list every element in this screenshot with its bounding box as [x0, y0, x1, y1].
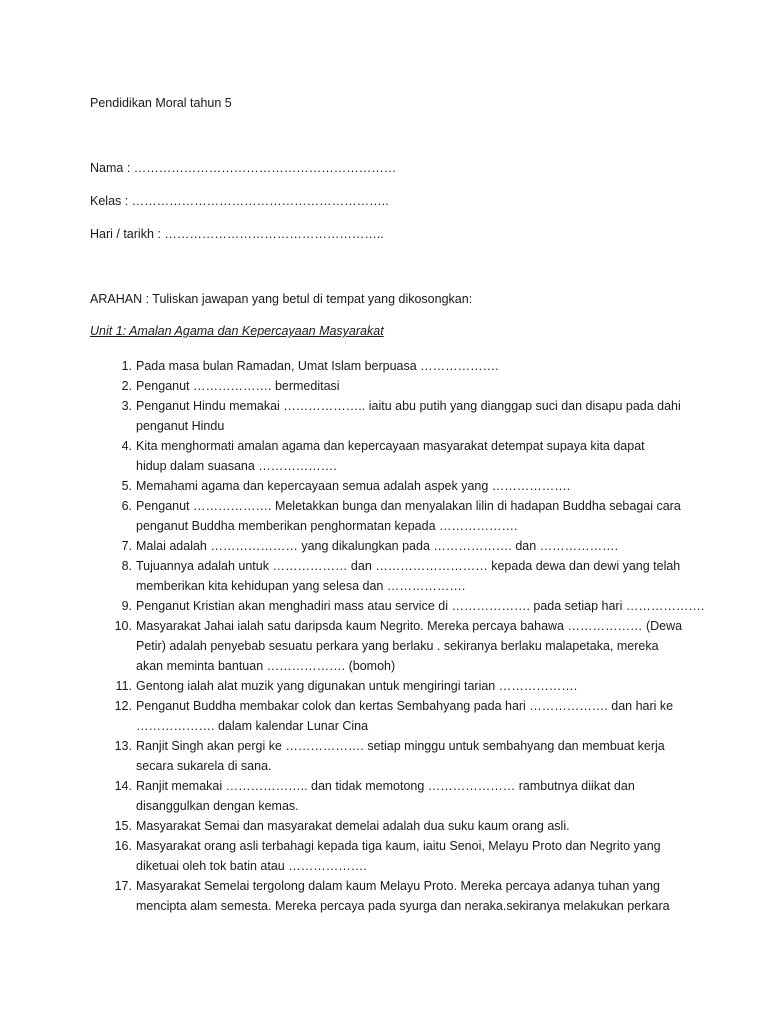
question-item — [110, 596, 705, 616]
question-text — [136, 556, 691, 596]
question-text — [136, 436, 691, 476]
question-line: Memahami agama dan kepercayaan semua adalah aspek yang ………………. — [136, 479, 571, 493]
question-text — [136, 736, 691, 776]
question-text — [136, 776, 691, 816]
kelas-field: Kelas : …………………………………………………….. — [90, 194, 389, 208]
question-line: disanggulkan dengan kemas. — [136, 799, 299, 813]
question-text — [136, 876, 691, 916]
question-line: Malai adalah ………………… yang dikalungkan pada ………………. dan ………………. — [136, 539, 619, 553]
question-number: 11. — [115, 679, 132, 693]
question-number: 10. — [114, 619, 132, 633]
question-item — [110, 396, 690, 436]
question-line: Penganut Buddha membakar colok dan kertas Sembahyang pada hari ………………. dan hari ke — [136, 699, 674, 713]
question-number: 5. — [121, 479, 132, 493]
question-text — [136, 356, 691, 376]
question-item — [110, 436, 690, 476]
question-text — [136, 596, 705, 616]
question-number: 13. — [114, 739, 132, 753]
question-text — [136, 376, 691, 396]
question-text — [136, 476, 691, 496]
question-item — [110, 496, 690, 536]
question-item — [110, 736, 690, 776]
question-text — [136, 836, 691, 876]
question-item — [110, 356, 690, 376]
question-line: Tujuannya adalah untuk ……………… dan ……………………… kepada dewa dan dewi yang telah — [136, 559, 681, 573]
question-line: Penganut Kristian akan menghadiri mass atau service di ………………. pada setiap hari ………………. — [136, 599, 705, 613]
question-text — [136, 496, 691, 536]
question-line: diketuai oleh tok batin atau ………………. — [136, 859, 367, 873]
question-number: 6. — [121, 499, 132, 513]
question-line: Gentong ialah alat muzik yang digunakan untuk mengiringi tarian ………………. — [136, 679, 578, 693]
question-line: memberikan kita kehidupan yang selesa dan ………………. — [136, 579, 466, 593]
question-line: ………………. dalam kalendar Lunar Cina — [136, 719, 369, 733]
question-line: Penganut ………………. Meletakkan bunga dan menyalakan lilin di hadapan Buddha sebagai cara — [136, 499, 681, 513]
question-line: hidup dalam suasana ………………. — [136, 459, 337, 473]
question-number: 4. — [121, 439, 132, 453]
question-number: 16. — [114, 839, 132, 853]
nama-field: Nama : ……………………………………………………… — [90, 161, 397, 175]
tarikh-field: Hari / tarikh : …………………………………………….. — [90, 227, 384, 241]
question-line: Kita menghormati amalan agama dan kepercayaan masyarakat detempat supaya kita dapat — [136, 439, 645, 453]
question-line: Masyarakat orang asli terbahagi kepada tiga kaum, iaitu Senoi, Melayu Proto dan Negrito yang — [136, 839, 661, 853]
question-text — [136, 536, 691, 556]
question-text — [136, 696, 691, 736]
question-text — [136, 816, 691, 836]
question-item — [110, 776, 690, 816]
question-number: 8. — [121, 559, 132, 573]
question-line: Ranjit memakai ……………….. dan tidak memotong ………………… rambutnya diikat dan — [136, 779, 635, 793]
question-line: Pada masa bulan Ramadan, Umat Islam berpuasa ………………. — [136, 359, 499, 373]
question-line: penganut Hindu — [136, 419, 225, 433]
question-line: Masyarakat Jahai ialah satu daripsda kaum Negrito. Mereka percaya bahawa ……………… (Dewa — [136, 619, 683, 633]
question-item — [110, 816, 690, 836]
question-item — [110, 696, 690, 736]
question-item — [110, 876, 690, 916]
question-number: 17. — [114, 879, 132, 893]
instructions: ARAHAN : Tuliskan jawapan yang betul di tempat yang dikosongkan: — [90, 292, 473, 306]
question-line: akan meminta bantuan ………………. (bomoh) — [136, 659, 396, 673]
question-number: 1. — [121, 359, 132, 373]
question-item — [110, 376, 690, 396]
question-line: Masyarakat Semelai tergolong dalam kaum Melayu Proto. Mereka percaya adanya tuhan yang — [136, 879, 660, 893]
question-number: 9. — [121, 599, 132, 613]
question-item — [110, 836, 690, 876]
question-number: 12. — [114, 699, 132, 713]
question-item — [110, 556, 690, 596]
question-text — [136, 676, 691, 696]
question-text — [136, 396, 691, 436]
question-line: Masyarakat Semai dan masyarakat demelai adalah dua suku kaum orang asli. — [136, 819, 570, 833]
question-number: 7. — [121, 539, 132, 553]
question-item — [110, 616, 690, 676]
question-item — [110, 536, 690, 556]
question-number: 2. — [121, 379, 132, 393]
question-text — [136, 616, 691, 676]
question-line: Penganut Hindu memakai ……………….. iaitu abu putih yang dianggap suci dan disapu pada dahi — [136, 399, 681, 413]
question-line: Penganut ………………. bermeditasi — [136, 379, 340, 393]
question-item — [110, 476, 690, 496]
document-title: Pendidikan Moral tahun 5 — [90, 96, 232, 110]
question-line: penganut Buddha memberikan penghormatan kepada ………………. — [136, 519, 518, 533]
question-item — [110, 676, 690, 696]
unit-title: Unit 1: Amalan Agama dan Kepercayaan Masyarakat — [90, 324, 384, 338]
question-line: Ranjit Singh akan pergi ke ………………. setiap minggu untuk sembahyang dan membuat kerja — [136, 739, 665, 753]
question-number: 15. — [114, 819, 132, 833]
question-number: 3. — [121, 399, 132, 413]
question-line: Petir) adalah penyebab sesuatu perkara yang berlaku . sekiranya berlaku malapetaka, mereka — [136, 639, 659, 653]
question-number: 14. — [114, 779, 132, 793]
question-line: mencipta alam semesta. Mereka percaya pada syurga dan neraka.sekiranya melakukan perkara — [136, 899, 670, 913]
question-line: secara sukarela di sana. — [136, 759, 272, 773]
